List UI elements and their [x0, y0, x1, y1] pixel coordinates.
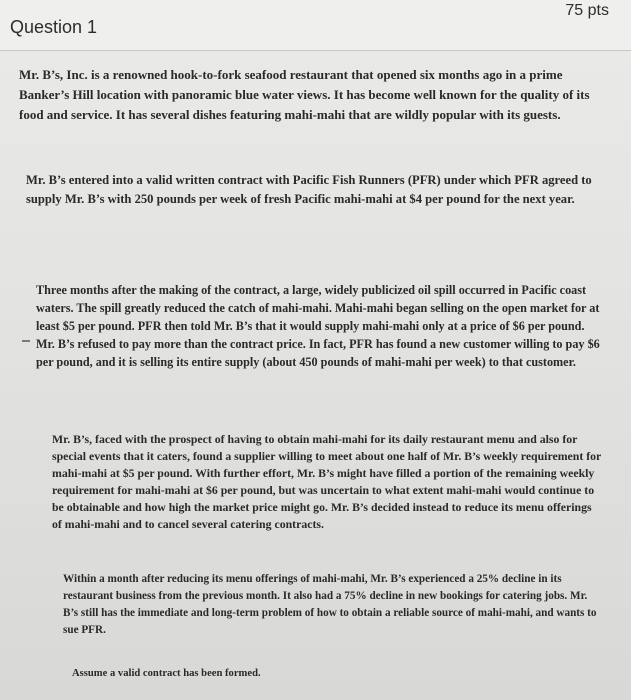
- paragraph-assumption: Assume a valid contract has been formed.: [72, 668, 261, 679]
- text-cursor-marker: [22, 340, 30, 342]
- question-body: [0, 51, 631, 700]
- question-title: Question 1: [10, 17, 98, 37]
- paragraph-mitigation: Mr. B’s, faced with the prospect of having to obtain mahi-mahi for its daily restaurant menu and also for special events that it caters, found a supplier willing to meet about one half of Mr. B’s weekly requirement for mahi-mahi at $5 per pound. With further effort, Mr. B’s might have filled a portion of the remaining weekly requirement for mahi-mahi at $6 per pound, but was uncertain to what extent mahi-mahi would continue to be obtainable and how high the market price might go. Mr. B’s decided instead to reduce its menu offerings of mahi-mahi and to cancel several catering contracts.: [52, 432, 602, 531]
- paragraph-damages: Within a month after reducing its menu offerings of mahi-mahi, Mr. B’s experienced a 25% decline in its restaurant business from the previous month. It also had a 75% decline in new bookings for catering jobs. Mr. B’s still has the immediate and long-term problem of how to obtain a reliable source of mahi-mahi, and wants to sue PFR.: [63, 573, 597, 636]
- question-header: [0, 0, 631, 51]
- paragraph-oil-spill: Three months after the making of the contract, a large, widely publicized oil spill occurred in Pacific coast waters. The spill greatly reduced the catch of mahi-mahi. Mahi-mahi began selling on the open market for at least $5 per pound. PFR then told Mr. B’s that it would supply mahi-mahi only at a price of $6 per pound. Mr. B’s refused to pay more than the contract price. In fact, PFR has found a new customer willing to pay $6 per pound, and it is selling its entire supply (about 450 pounds of mahi-mahi per week) to that customer.: [36, 283, 600, 369]
- paragraph-contract: Mr. B’s entered into a valid written contract with Pacific Fish Runners (PFR) under which PFR agreed to supply Mr. B’s with 250 pounds per week of fresh Pacific mahi-mahi at $4 per pound for the next year.: [26, 173, 592, 206]
- question-points: 75 pts: [565, 2, 609, 19]
- paragraph-background: Mr. B’s, Inc. is a renowned hook-to-fork seafood restaurant that opened six months ago in a prime Banker’s Hill location with panoramic blue water views. It has become well known for the quality of its food and service. It has several dishes featuring mahi-mahi that are wildly popular with its guests.: [19, 67, 590, 122]
